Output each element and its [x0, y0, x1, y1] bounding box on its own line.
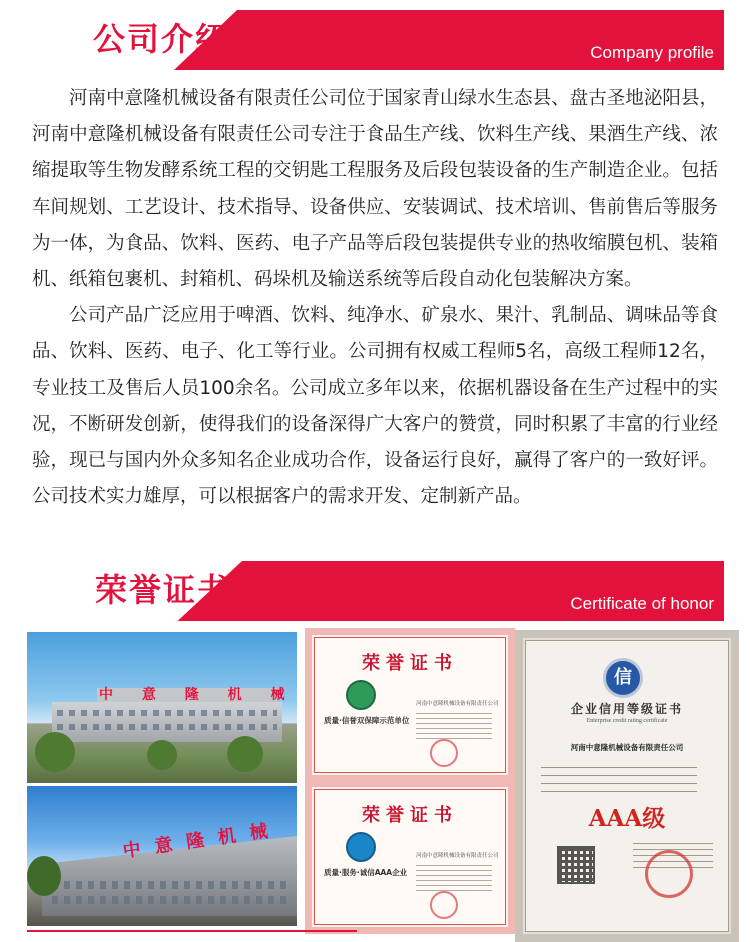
building-windows	[52, 881, 292, 889]
building-windows	[57, 710, 277, 716]
factory-photo-1	[27, 632, 297, 783]
credit-rating-certificate	[515, 630, 739, 942]
certificate-of-honor-banner	[27, 561, 724, 621]
certificate-award: 质量·服务·诚信AAA企业	[324, 868, 408, 877]
factory-photo-2	[27, 786, 297, 926]
credit-logo-icon: 信	[603, 658, 643, 698]
bottom-divider	[27, 930, 357, 932]
company-profile-title: 公司介绍	[93, 20, 230, 58]
qr-code-icon	[557, 846, 595, 884]
building-windows	[57, 724, 277, 730]
intro-paragraph-2: 公司产品广泛应用于啤酒、饮料、纯净水、矿泉水、果汁、乳制品、调味品等食品、饮料、医药、电子、化工等行业。公司拥有权威工程师5名，高级工程师12名，专业技工及售后人员100余名。公司成立多年以来，依据机器设备在生产过程中的实况，不断研发创新，使得我们的设备深得广大客户的赞赏，同时积累了丰富的行业经验，现已与国内外众多知名企业成功合作，设备运行良好，赢得了客户的一致好评。公司技术实力雄厚，可以根据客户的需求开发、定制新产品。	[32, 305, 718, 508]
certificate-title: 荣誉证书	[362, 653, 458, 674]
certificate-of-honor-title: 荣誉证书	[95, 571, 232, 609]
certificate-company: 河南中意隆机械设备有限责任公司	[416, 853, 499, 859]
building-windows	[52, 896, 292, 904]
building-sign: 中意隆机械	[121, 818, 283, 863]
company-introduction	[32, 81, 718, 515]
certificate-company: 河南中意隆机械设备有限责任公司	[416, 701, 499, 707]
honor-certificate-2	[305, 780, 515, 934]
company-profile-banner	[27, 10, 724, 70]
red-seal-icon	[645, 850, 693, 898]
tree	[35, 732, 75, 772]
red-stamp-icon	[430, 891, 458, 919]
certificate-body-text	[416, 709, 492, 739]
tree	[147, 740, 177, 770]
certificate-of-honor-subtitle: Certificate of honor	[570, 594, 714, 613]
credit-certificate-title-en: Enterprise credit rating certificate	[586, 718, 668, 724]
tree	[227, 736, 263, 772]
certificate-emblem-icon	[346, 680, 376, 710]
intro-paragraph-1: 河南中意隆机械设备有限责任公司位于国家青山绿水生态县、盘古圣地泌阳县，河南中意隆机械设备有限责任公司专注于食品生产线、饮料生产线、果酒生产线、浓缩提取等生物发酵系统工程的交钥匙工程服务及后段包装设备的生产制造企业。包括车间规划、工艺设计、技术指导、设备供应、安装调试、技术培训、售前售后等服务为一体，为食品、饮料、医药、电子产品等后段包装提供专业的热收缩膜包机、装箱机、纸箱包裹机、封箱机、码垛机及输送系统等后段自动化包装解决方案。	[32, 88, 718, 291]
honor-certificate-1	[305, 628, 515, 782]
company-profile-subtitle: Company profile	[590, 43, 714, 62]
red-stamp-icon	[430, 739, 458, 767]
building-sign: 中 意 隆 机 械	[99, 687, 297, 703]
credit-certificate-body-text	[541, 760, 697, 796]
certificate-award: 质量·信誉双保障示范单位	[324, 716, 410, 725]
credit-grade: AAA级	[588, 805, 666, 832]
certificate-body-text	[416, 861, 492, 891]
tree	[27, 856, 61, 896]
certificate-title: 荣誉证书	[362, 805, 458, 826]
credit-certificate-title: 企业信用等级证书	[570, 702, 683, 716]
credit-certificate-company: 河南中意隆机械设备有限责任公司	[570, 743, 684, 752]
certificate-emblem-icon	[346, 832, 376, 862]
